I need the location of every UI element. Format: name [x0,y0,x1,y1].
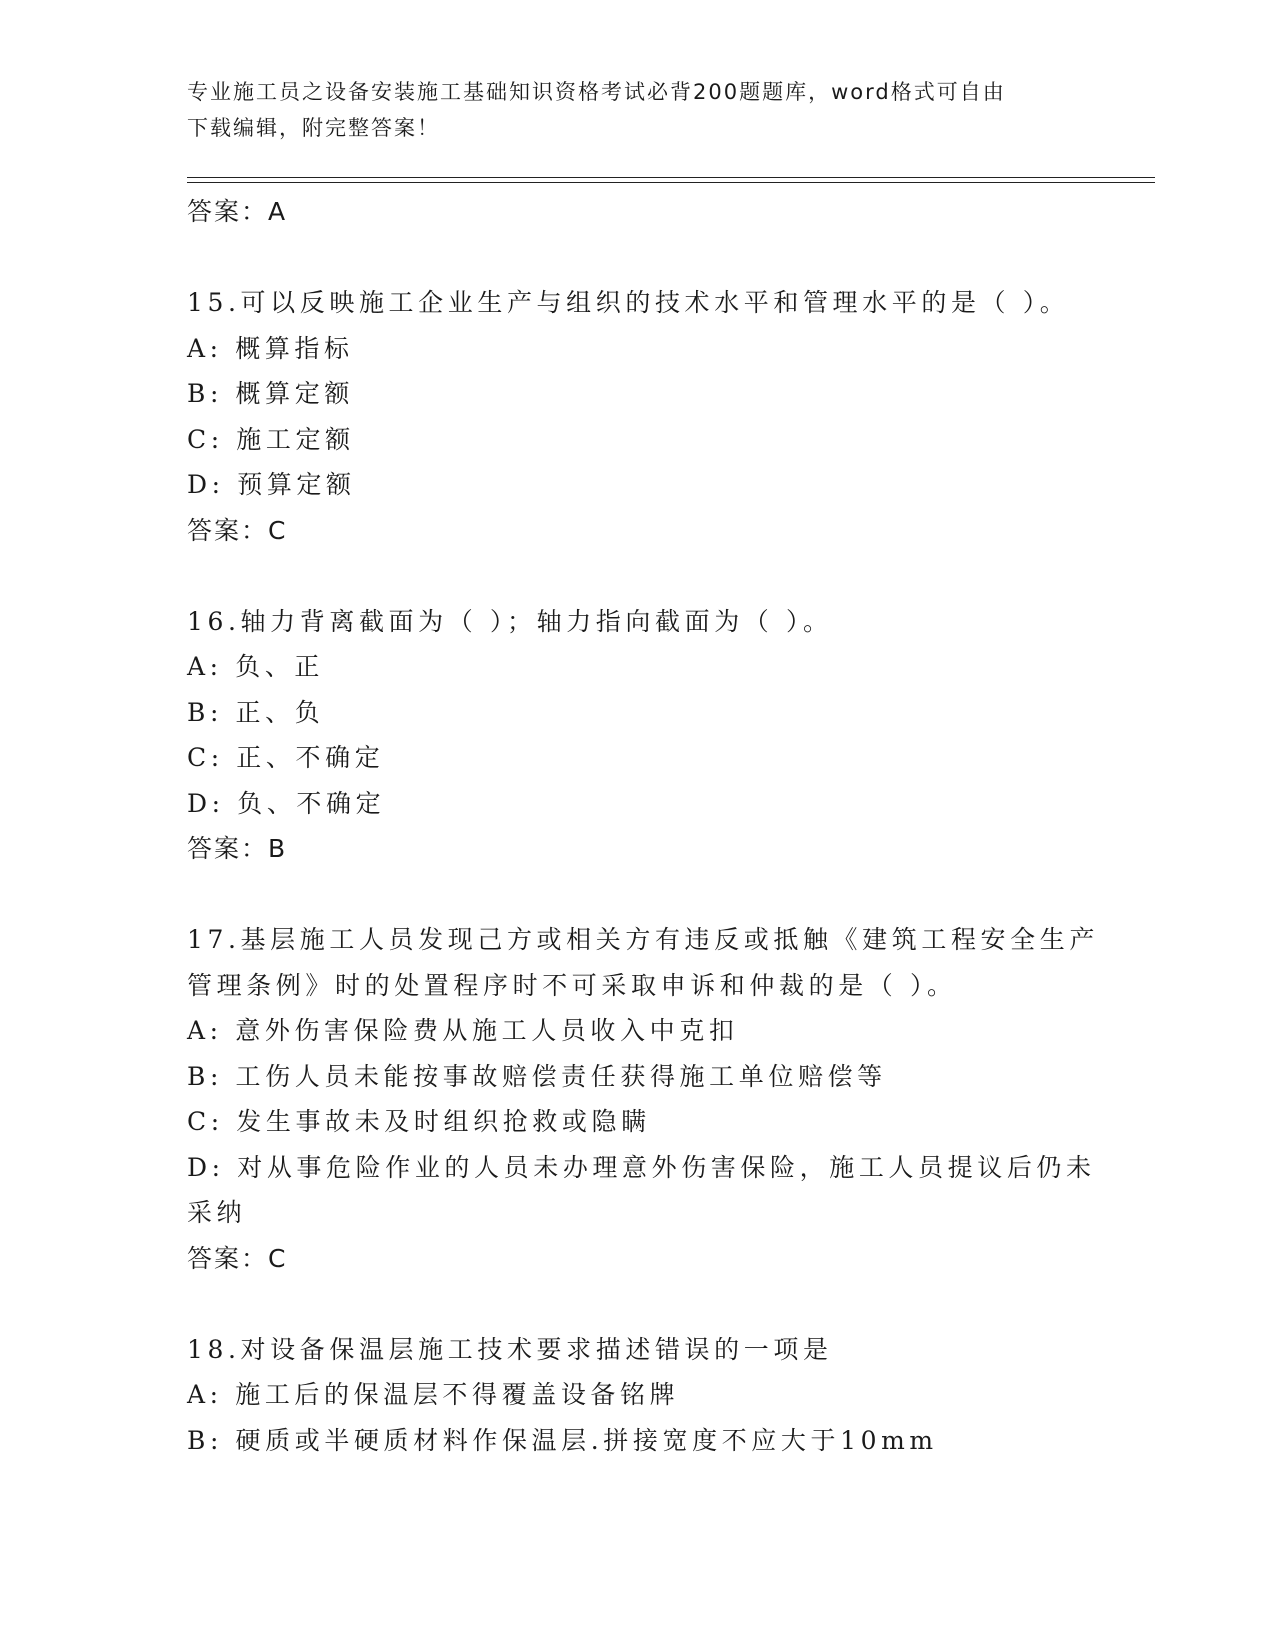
answer-14: 答案：A [187,197,288,226]
option-c: C: 施工定额 [187,424,355,454]
option-d: D: 预算定额 [187,470,356,499]
option-b: B: 正、负 [187,697,325,727]
spacer [187,872,1087,917]
answer: 答案：C [187,1243,288,1273]
document-header [187,74,1067,146]
option-a: A: 意外伤害保险费从施工人员收入中克扣 [187,1016,739,1045]
header-line-2: 下载编辑，附完整答案！ [187,116,440,140]
option-b: B: 工伤人员未能按事故赔偿责任获得施工单位赔偿等 [187,1061,887,1091]
header-line-1: 专业施工员之设备安装施工基础知识资格考试必背200题题库，word格式可自由 [187,80,1006,104]
option-a: A: 施工后的保温层不得覆盖设备铭牌 [187,1380,680,1409]
spacer [187,235,1087,280]
question-list [187,189,1099,1463]
option-d-line-2: 采纳 [187,1198,247,1227]
question-stem-line-2: 管理条例》时的处置程序时不可采取申诉和仲裁的是（ ）。 [187,970,957,1000]
spacer [187,1282,1087,1327]
question-16 [187,599,1087,873]
question-17 [187,917,1099,1282]
question-stem: 18.对设备保温层施工技术要求描述错误的一项是 [187,1334,833,1364]
question-stem-line-1: 17.基层施工人员发现己方或相关方有违反或抵触《建筑工程安全生产 [187,925,1099,954]
option-b: B: 概算定额 [187,379,354,408]
option-d: D: 负、不确定 [187,788,386,818]
option-d-line-1: D: 对从事危险作业的人员未办理意外伤害保险，施工人员提议后仍未 [187,1152,1096,1182]
header-divider-bottom [187,182,1155,183]
option-a: A: 负、正 [187,652,325,681]
option-c: C: 发生事故未及时组织抢救或隐瞒 [187,1107,651,1136]
option-a: A: 概算指标 [187,333,354,363]
question-15 [187,280,1087,554]
header-divider-top [187,177,1155,178]
option-c: C: 正、不确定 [187,743,385,772]
question-18 [187,1327,1087,1464]
option-b: B: 硬质或半硬质材料作保温层.拼接宽度不应大于10mm [187,1425,938,1455]
question-stem: 15.可以反映施工企业生产与组织的技术水平和管理水平的是（ ）。 [187,288,1070,317]
question-stem: 16.轴力背离截面为（ ）；轴力指向截面为（ ）。 [187,606,833,636]
answer: 答案：C [187,515,288,545]
answer: 答案：B [187,834,288,863]
spacer [187,554,1087,599]
